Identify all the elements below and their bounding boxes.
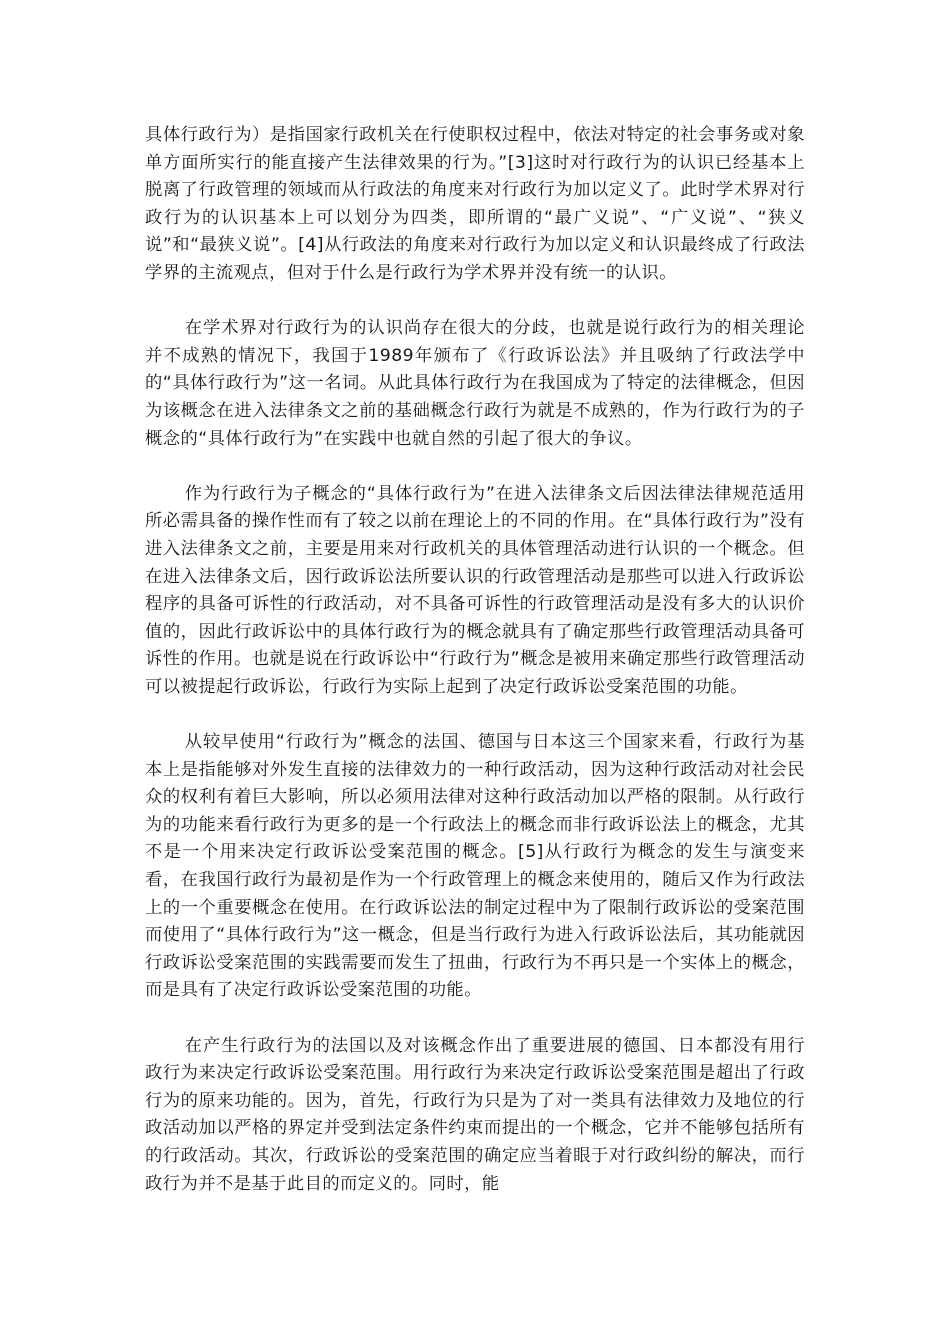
paragraph-4: 从较早使用“行政行为”概念的法国、德国与日本这三个国家来看，行政行为基本上是指能够对外发生直接的法律效力的一种行政活动，因为这种行政活动对社会民众的权利有着巨大影响，所以必须用法律对这种行政活动加以严格的限制。从行政行为的功能来看行政行为更多的是一个行政法上的概念而非行政诉讼法上的概念，尤其不是一个用来决定行政诉讼受案范围的概念。[5]从行政行为概念的发生与演变来看，在我国行政行为最初是作为一个行政管理上的概念来使用的，随后又作为行政法上的一个重要概念在使用。在行政诉讼法的制定过程中为了限制行政诉讼的受案范围而使用了“具体行政行为”这一概念，但是当行政行为进入行政诉讼法后，其功能就因行政诉讼受案范围的实践需要而发生了扭曲，行政行为不再只是一个实体上的概念，而是具有了决定行政诉讼受案范围的功能。 bbox=[145, 732, 805, 1001]
document-page bbox=[145, 122, 805, 1226]
paragraph-3: 作为行政行为子概念的“具体行政行为”在进入法律条文后因法律法律规范适用所必需具备的操作性而有了较之以前在理论上的不同的作用。在“具体行政行为”没有进入法律条文之前，主要是用来对行政机关的具体管理活动进行认识的一个概念。但在进入法律条文后，因行政诉讼法所要认识的行政管理活动是那些可以进入行政诉讼程序的具备可诉性的行政活动，对不具备可诉性的行政管理活动是没有多大的认识价值的，因此行政诉讼中的具体行政行为的概念就具有了确定那些行政管理活动具备可诉性的作用。也就是说在行政诉讼中“行政行为”概念是被用来确定那些行政管理活动可以被提起行政诉讼，行政行为实际上起到了决定行政诉讼受案范围的功能。 bbox=[145, 483, 805, 697]
paragraph-2: 在学术界对行政行为的认识尚存在很大的分歧，也就是说行政行为的相关理论并不成熟的情况下，我国于1989年颁布了《行政诉讼法》并且吸纳了行政法学中的“具体行政行为”这一名词。从此具体行政行为在我国成为了特定的法律概念，但因为该概念在进入法律条文之前的基础概念行政行为就是不成熟的，作为行政行为的子概念的“具体行政行为”在实践中也就自然的引起了很大的争议。 bbox=[145, 318, 805, 449]
paragraph-5: 在产生行政行为的法国以及对该概念作出了重要进展的德国、日本都没有用行政行为来决定行政诉讼受案范围。用行政行为来决定行政诉讼受案范围是超出了行政行为的原来功能的。因为，首先，行政行为只是为了对一类具有法律效力及地位的行政活动加以严格的界定并受到法定条件约束而提出的一个概念，它并不能够包括所有的行政活动。其次，行政诉讼的受案范围的确定应当着眼于对行政纠纷的解决，而行政行为并不是基于此目的而定义的。同时，能 bbox=[145, 1035, 805, 1194]
paragraph-1: 具体行政行为）是指国家行政机关在行使职权过程中，依法对特定的社会事务或对象单方面所实行的能直接产生法律效果的行为。”[3]这时对行政行为的认识已经基本上脱离了行政管理的领域而从行政法的角度来对行政行为加以定义了。此时学术界对行政行为的认识基本上可以划分为四类，即所谓的“最广义说”、“广义说”、“狭义说”和“最狭义说”。[4]从行政法的角度来对行政行为加以定义和认识最终成了行政法学界的主流观点，但对于什么是行政行为学术界并没有统一的认识。 bbox=[145, 125, 805, 283]
